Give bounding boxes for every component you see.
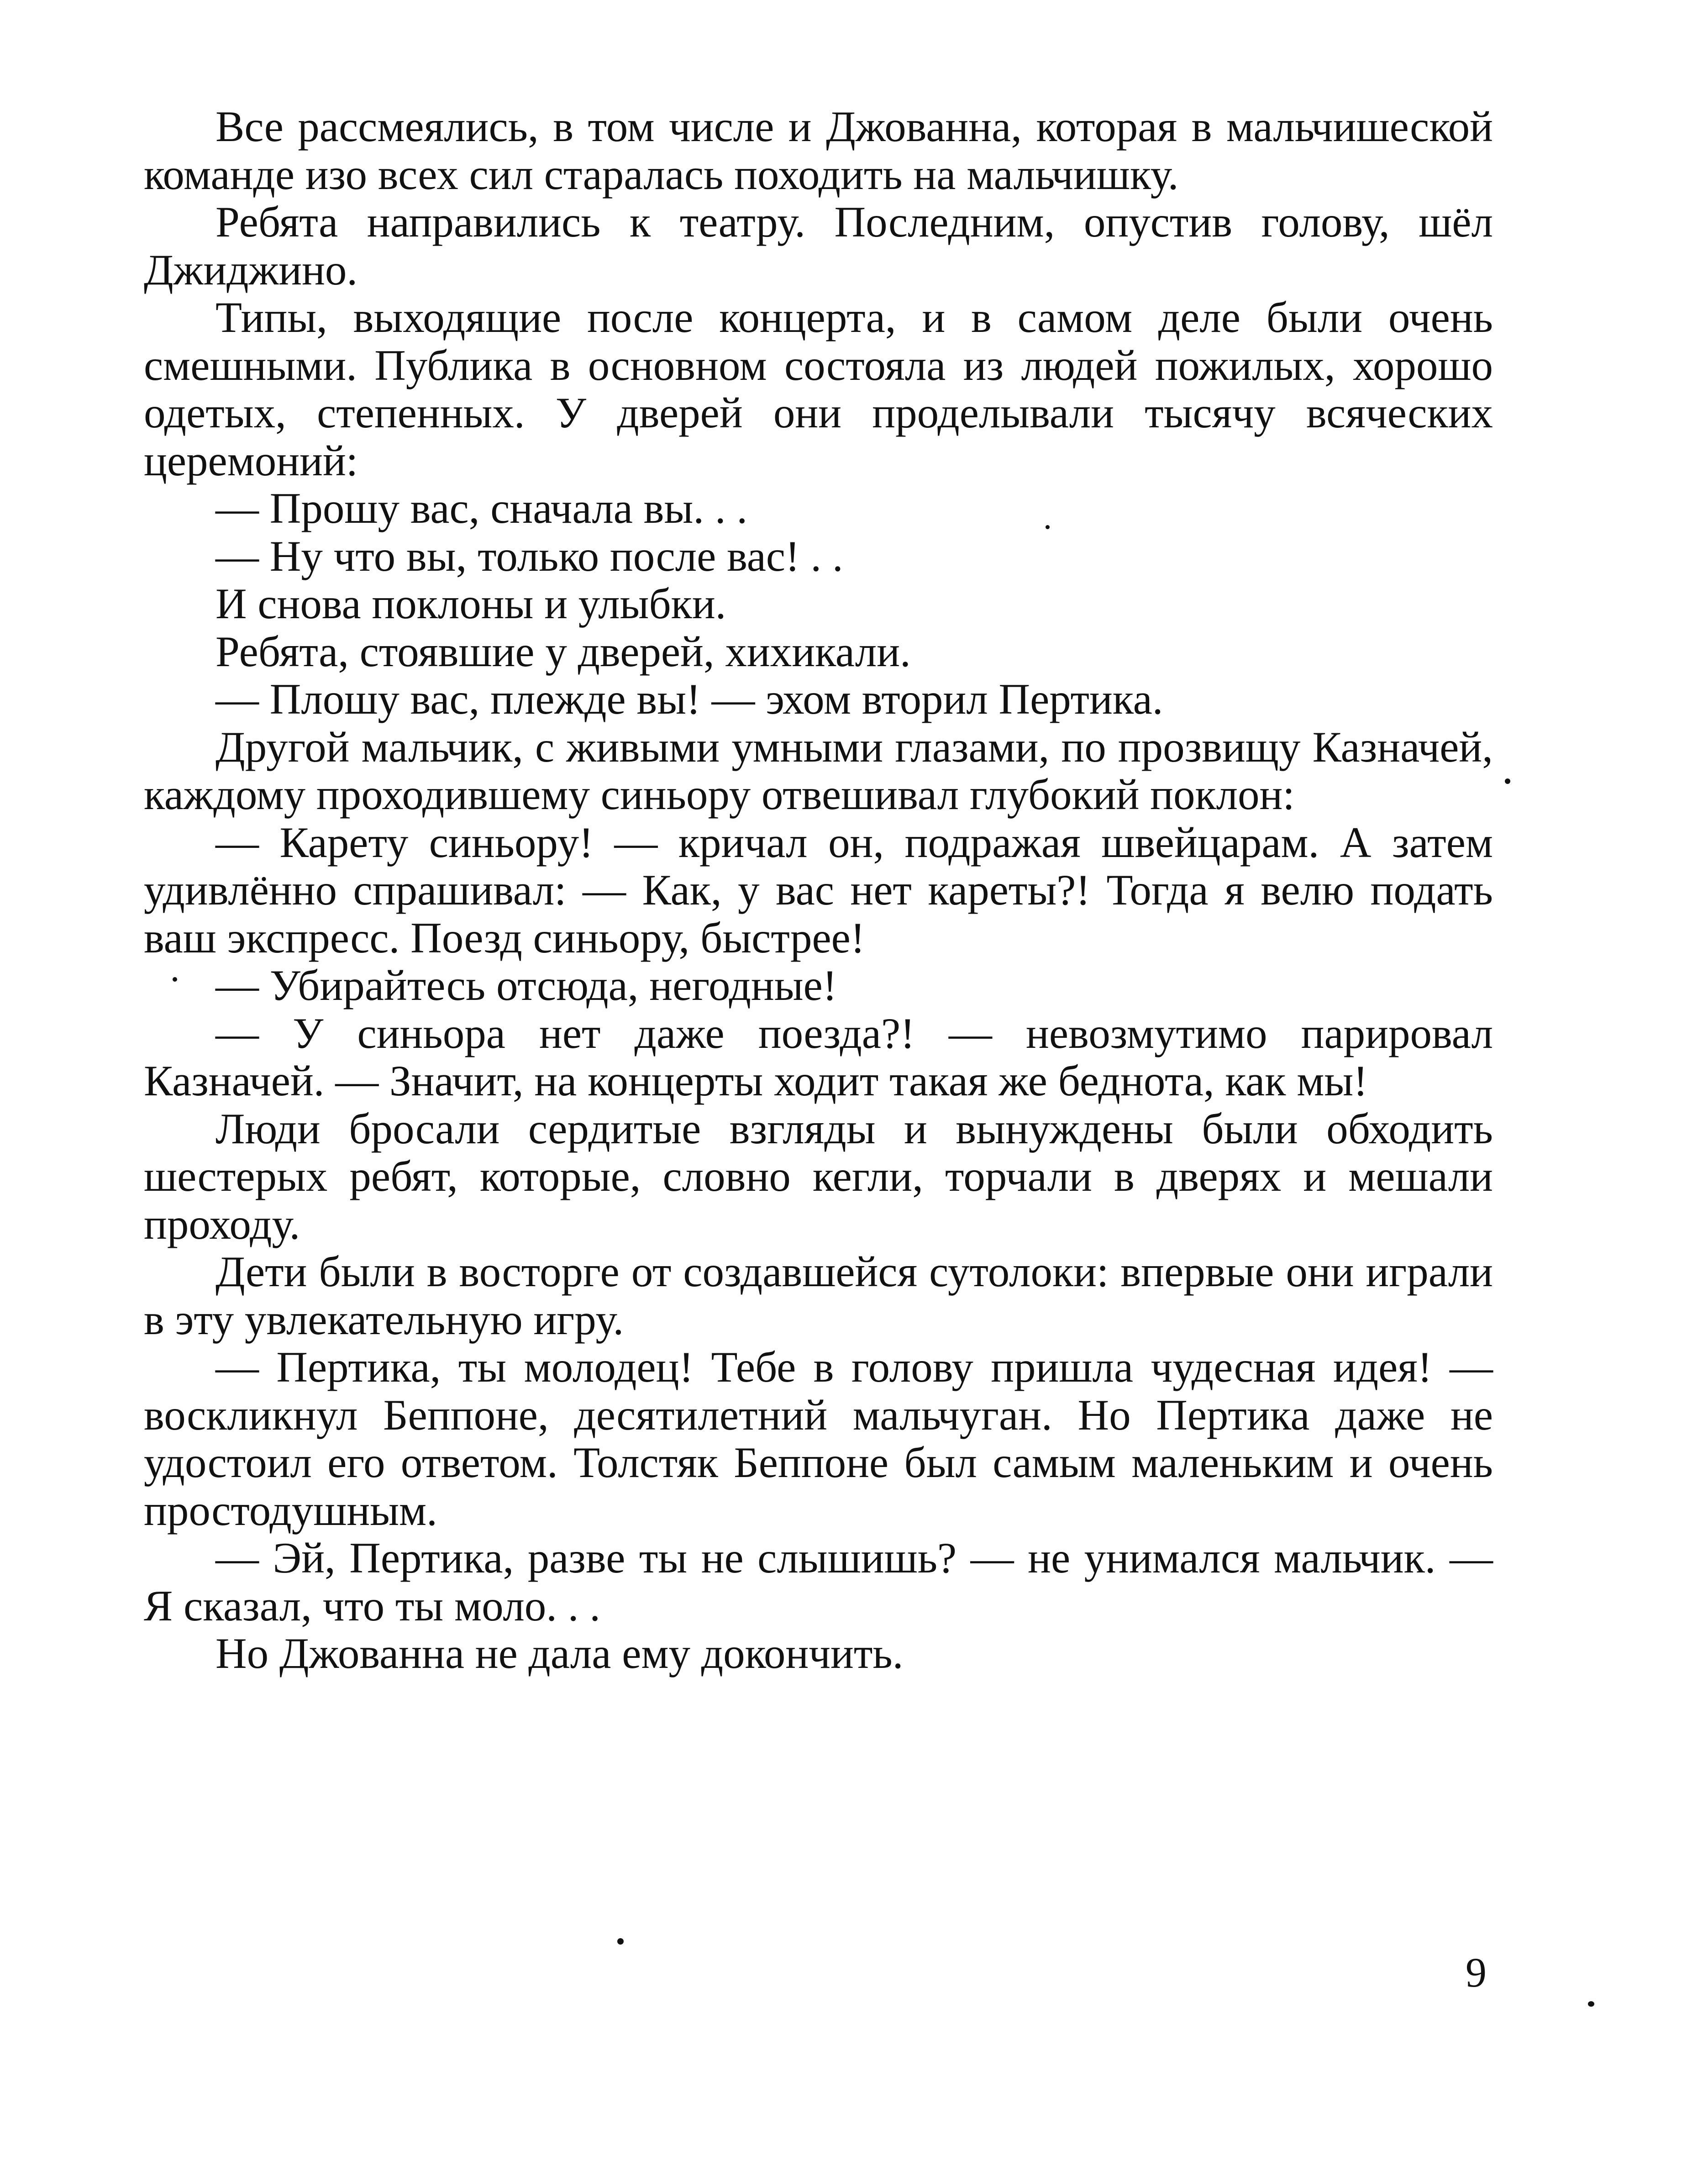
paragraph-2: Ребята направились к театру. Последним, опустив голову, шёл Джиджино. xyxy=(144,198,1493,294)
paragraph-16: — Эй, Пертика, разве ты не слышишь? — не унимался мальчик. — Я сказал, что ты моло. . . xyxy=(144,1534,1493,1630)
scan-speck xyxy=(173,977,177,982)
paragraph-15: — Пертика, ты молодец! Тебе в голову пришла чудесная идея! — воскликнул Беппоне, десятилетний мальчуган. Но Пертика даже не удостоил его ответом. Толстяк Беппоне был самым маленьким и очень простодушным. xyxy=(144,1343,1493,1535)
paragraph-17: Но Джованна не дала ему докончить. xyxy=(215,1629,904,1677)
scan-speck xyxy=(1046,525,1050,529)
paragraph-9: Другой мальчик, с живыми умными глазами, по прозвищу Казначей, каждому проходившему синьору отвешивал глубокий поклон: xyxy=(144,722,1493,819)
paragraph-5: — Ну что вы, только после вас! . . xyxy=(215,531,843,580)
paragraph-3: Типы, выходящие после концерта, и в самом деле были очень смешными. Публика в основном состояла из людей пожилых, хорошо одетых, степенных. У дверей они проделывали тысячу всяческих церемоний: xyxy=(144,293,1493,485)
paragraph-4: — Прошу вас, сначала вы. . . xyxy=(215,484,748,532)
paragraph-6: И снова поклоны и улыбки. xyxy=(215,579,726,628)
page-number: 9 xyxy=(1466,1949,1487,1996)
paragraph-13: Люди бросали сердитые взгляды и вынуждены были обходить шестерых ребят, которые, словно кегли, торчали в дверях и мешали проходу. xyxy=(144,1104,1493,1248)
paragraph-11: — Убирайтесь отсюда, негодные! xyxy=(215,961,837,1010)
paragraph-14: Дети были в восторге от создавшейся сутолоки: впервые они играли в эту увлекательную игру. xyxy=(144,1247,1493,1344)
scan-speck xyxy=(617,1938,624,1945)
paragraph-8: — Плошу вас, плежде вы! — эхом вторил Пертика. xyxy=(215,675,1163,723)
paragraph-10: — Карету синьору! — кричал он, подражая швейцарам. А затем удивлённо спрашивал: — Как, у вас нет кареты?! Тогда я велю подать ваш экспресс. Поезд синьору, быстрее! xyxy=(144,818,1493,962)
page-text xyxy=(144,103,1493,1677)
paragraph-1: Все рассмеялись, в том числе и Джованна, которая в мальчишеской команде изо всех сил старалась походить на мальчишку. xyxy=(144,102,1493,199)
paragraph-12: — У синьора нет даже поезда?! — невозмутимо парировал Казначей. — Значит, на концерты ходит такая же беднота, как мы! xyxy=(144,1009,1493,1105)
paragraph-7: Ребята, стоявшие у дверей, хихикали. xyxy=(215,627,911,676)
scan-speck xyxy=(1505,778,1510,784)
scan-speck xyxy=(1588,2001,1594,2007)
